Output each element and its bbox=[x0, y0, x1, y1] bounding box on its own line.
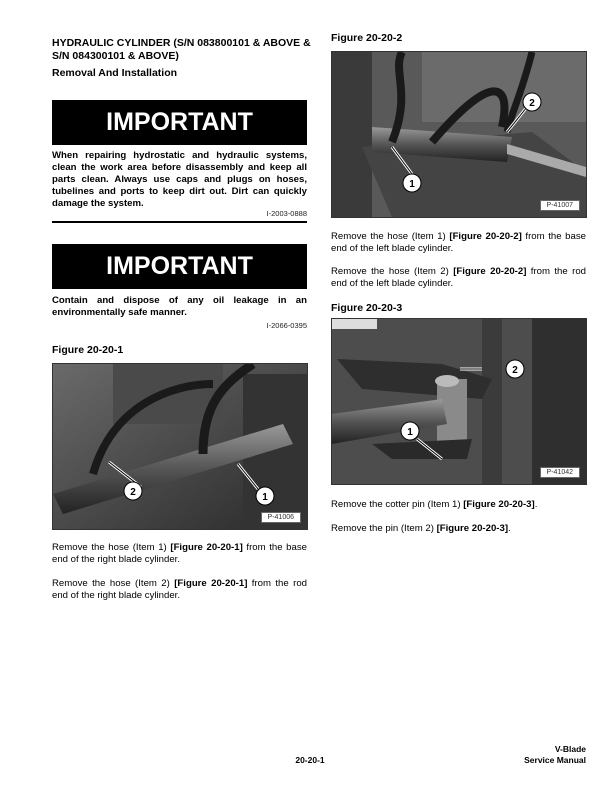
figure-ref: [Figure 20-20-2] bbox=[449, 231, 522, 242]
instruction-step: Remove the hose (Item 1) [Figure 20-20-2] from the base end of the left blade cylinder. bbox=[331, 231, 586, 254]
notice-code: I-2003-0888 bbox=[266, 209, 307, 218]
callout-2: 2 bbox=[512, 365, 518, 376]
important-banner: IMPORTANT bbox=[52, 244, 307, 289]
callout-2: 2 bbox=[130, 487, 136, 498]
section-title: HYDRAULIC CYLINDER (S/N 083800101 & ABOVE & S/N 084300101 & ABOVE) bbox=[52, 37, 311, 62]
callout-1: 1 bbox=[262, 492, 268, 503]
photo-id: P-41042 bbox=[540, 467, 580, 478]
figure-ref: [Figure 20-20-2] bbox=[453, 266, 527, 277]
photo-id: P-41006 bbox=[261, 512, 301, 523]
important-text: Contain and dispose of any oil leakage in an environmentally safe manner. bbox=[52, 295, 307, 318]
figure-ref: [Figure 20-20-1] bbox=[174, 578, 248, 589]
instruction-step: Remove the pin (Item 2) [Figure 20-20-3]. bbox=[331, 523, 511, 534]
instruction-step: Remove the hose (Item 2) [Figure 20-20-2] from the rod end of the left blade cylinder. bbox=[331, 266, 586, 289]
figure-photo bbox=[331, 318, 587, 485]
instruction-step: Remove the hose (Item 2) [Figure 20-20-1] from the rod end of the right blade cylinder. bbox=[52, 578, 307, 601]
figure-label: Figure 20-20-1 bbox=[52, 344, 124, 356]
figure-photo bbox=[52, 363, 308, 530]
footer-manual: Service Manual bbox=[524, 755, 586, 765]
callout-2: 2 bbox=[529, 98, 535, 109]
cylinder-photo bbox=[332, 52, 586, 217]
figure-ref: [Figure 20-20-3] bbox=[436, 523, 509, 534]
important-text: When repairing hydrostatic and hydraulic systems, clean the work area before disassembly and keep all parts clean. Always use caps and plugs on hoses, tubelines and ports to keep dirt out. Dirt can quickly damage the system. bbox=[52, 150, 307, 209]
instruction-step: Remove the cotter pin (Item 1) [Figure 20-20-3]. bbox=[331, 499, 538, 510]
figure-ref: [Figure 20-20-3] bbox=[463, 499, 535, 510]
figure-ref: [Figure 20-20-1] bbox=[170, 542, 243, 553]
important-banner: IMPORTANT bbox=[52, 100, 307, 145]
page-number: 20-20-1 bbox=[295, 755, 325, 765]
footer-section: V-Blade bbox=[554, 744, 586, 754]
cylinder-photo bbox=[53, 364, 307, 529]
figure-label: Figure 20-20-2 bbox=[331, 32, 403, 44]
figure-label: Figure 20-20-3 bbox=[331, 302, 403, 314]
callout-1: 1 bbox=[409, 179, 415, 190]
figure-photo bbox=[331, 51, 587, 218]
divider bbox=[52, 221, 307, 223]
notice-code: I-2066-0395 bbox=[266, 321, 307, 330]
subsection-title: Removal And Installation bbox=[52, 67, 178, 79]
pin-photo bbox=[332, 319, 586, 484]
callout-1: 1 bbox=[407, 427, 413, 438]
photo-id: P-41007 bbox=[540, 200, 580, 211]
instruction-step: Remove the hose (Item 1) [Figure 20-20-1] from the base end of the right blade cylinder. bbox=[52, 542, 307, 565]
